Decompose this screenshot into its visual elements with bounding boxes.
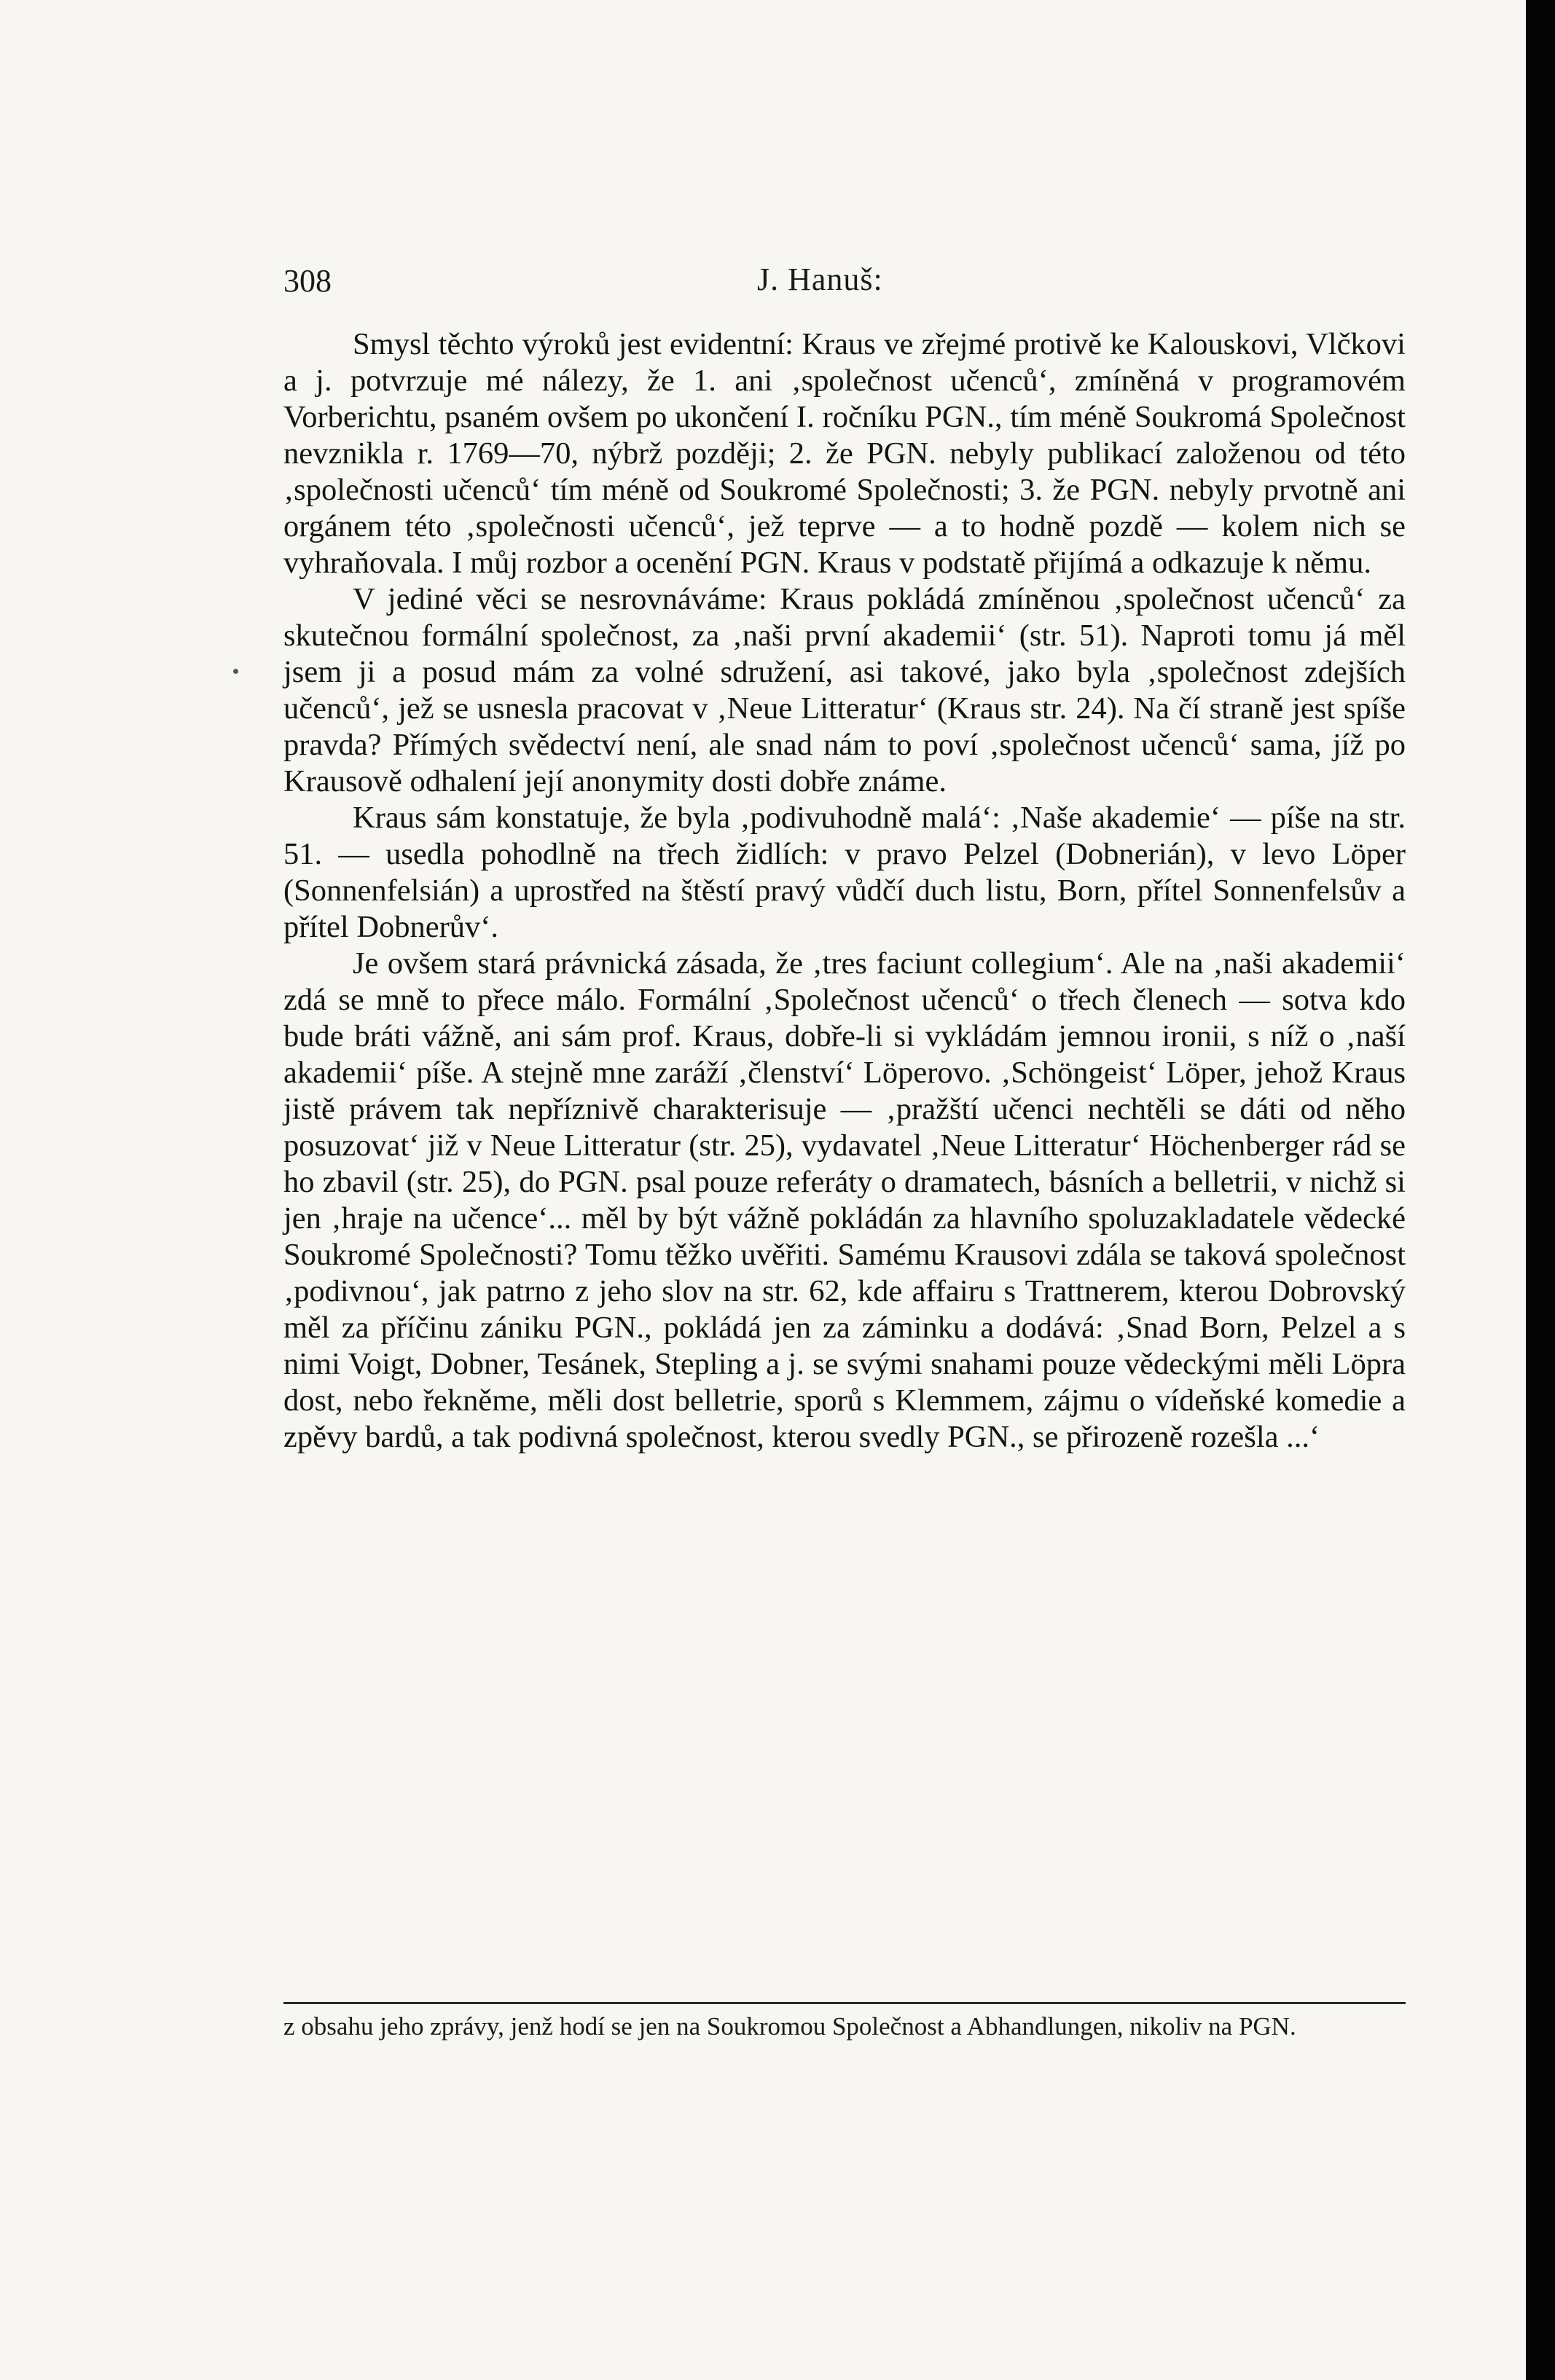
- footnote-text: z obsahu jeho zprávy, jenž hodí se jen na Soukromou Společnost a Abhandlungen, nikoliv na PGN.: [283, 2012, 1296, 2041]
- running-head: J. Hanuš:: [757, 262, 883, 297]
- body-text: [283, 326, 1406, 1456]
- paragraph: Smysl těchto výroků jest evidentní: Kraus ve zřejmé protivě ke Kalouskovi, Vlčkovi a j. potvrzuje mé nálezy, že 1. ani ‚společnost učenců‘, zmíněná v programovém Vorberichtu, psaném ovšem po ukončení I. ročníku PGN., tím méně Soukromá Společnost nevznikla r. 1769—70, nýbrž později; 2. že PGN. nebyly publikací založenou od této ‚společnosti učenců‘ tím méně od Soukromé Společnosti; 3. že PGN. nebyly prvotně ani orgánem této ‚společnosti učenců‘, jež teprve — a to hodně pozdě — kolem nich se vyhraňovala. I můj rozbor a ocenění PGN. Kraus v podstatě přijímá a odkazuje k němu.: [283, 327, 1406, 580]
- paragraph: Je ovšem stará právnická zásada, že ‚tres faciunt collegium‘. Ale na ‚naši akademii‘ zdá se mně to přece málo. Formální ‚Společnost učenců‘ o třech členech — sotva kdo bude bráti vážně, ani sám prof. Kraus, dobře-li si vykládám jemnou ironii, s níž o ‚naší akademii‘ píše. A stejně mne zaráží ‚členství‘ Löperovo. ‚Schöngeist‘ Löper, jehož Kraus jistě právem tak nepříznivě charakterisuje — ‚pražští učenci nechtěli se dáti od něho posuzovat‘ již v Neue Litteratur (str. 25), vydavatel ‚Neue Litteratur‘ Höchenberger rád se ho zbavil (str. 25), do PGN. psal pouze referáty o dramatech, básních a belletrii, v nichž si jen ‚hraje na učence‘... měl by být vážně pokládán za hlavního spoluzakladatele vědecké Soukromé Společnosti? Tomu těžko uvěřiti. Samému Krausovi zdála se taková společnost ‚podivnou‘, jak patrno z jeho slov na str. 62, kde affairu s Trattnerem, kterou Dobrovský měl za příčinu zániku PGN., pokládá jen za záminku a dodává: ‚Snad Born, Pelzel a s nimi Voigt, Dobner, Tesánek, Stepling a j. se svými snahami pouze vědeckými měli Löpra dost, nebo řekněme, měli dost belletrie, sporů s Klemmem, zájmu o vídeňské komedie a zpěvy bardů, a tak podivná společnost, kterou svedly PGN., se přirozeně rozešla ...‘: [283, 946, 1406, 1454]
- footnote-rule: [283, 2002, 1406, 2004]
- paragraph: V jediné věci se nesrovnáváme: Kraus pokládá zmíněnou ‚společnost učenců‘ za skutečnou formální společnost, za ‚naši první akademii‘ (str. 51). Naproti tomu já měl jsem ji a posud mám za volné sdružení, asi takové, jako byla ‚společnost zdejších učenců‘, jež se usnesla pracovat v ‚Neue Litteratur‘ (Kraus str. 24). Na čí straně jest spíše pravda? Přímých svědectví není, ale snad nám to poví ‚společnost učenců‘ sama, jíž po Krausově odhalení její anonymity dosti dobře známe.: [283, 582, 1406, 798]
- footnote: [283, 2011, 1406, 2042]
- page-number: 308: [283, 263, 332, 299]
- page-header: [283, 254, 1406, 312]
- paragraph: Kraus sám konstatuje, že byla ‚podivuhodně malá‘: ‚Naše akademie‘ — píše na str. 51. — usedla pohodlně na třech židlích: v pravo Pelzel (Dobnerián), v levo Löper (Sonnenfelsián) a uprostřed na štěstí pravý vůdčí duch listu, Born, přítel Sonnenfelsův a přítel Dobnerův‘.: [283, 801, 1406, 944]
- margin-speck: [233, 669, 238, 674]
- scan-border: [1526, 0, 1555, 2380]
